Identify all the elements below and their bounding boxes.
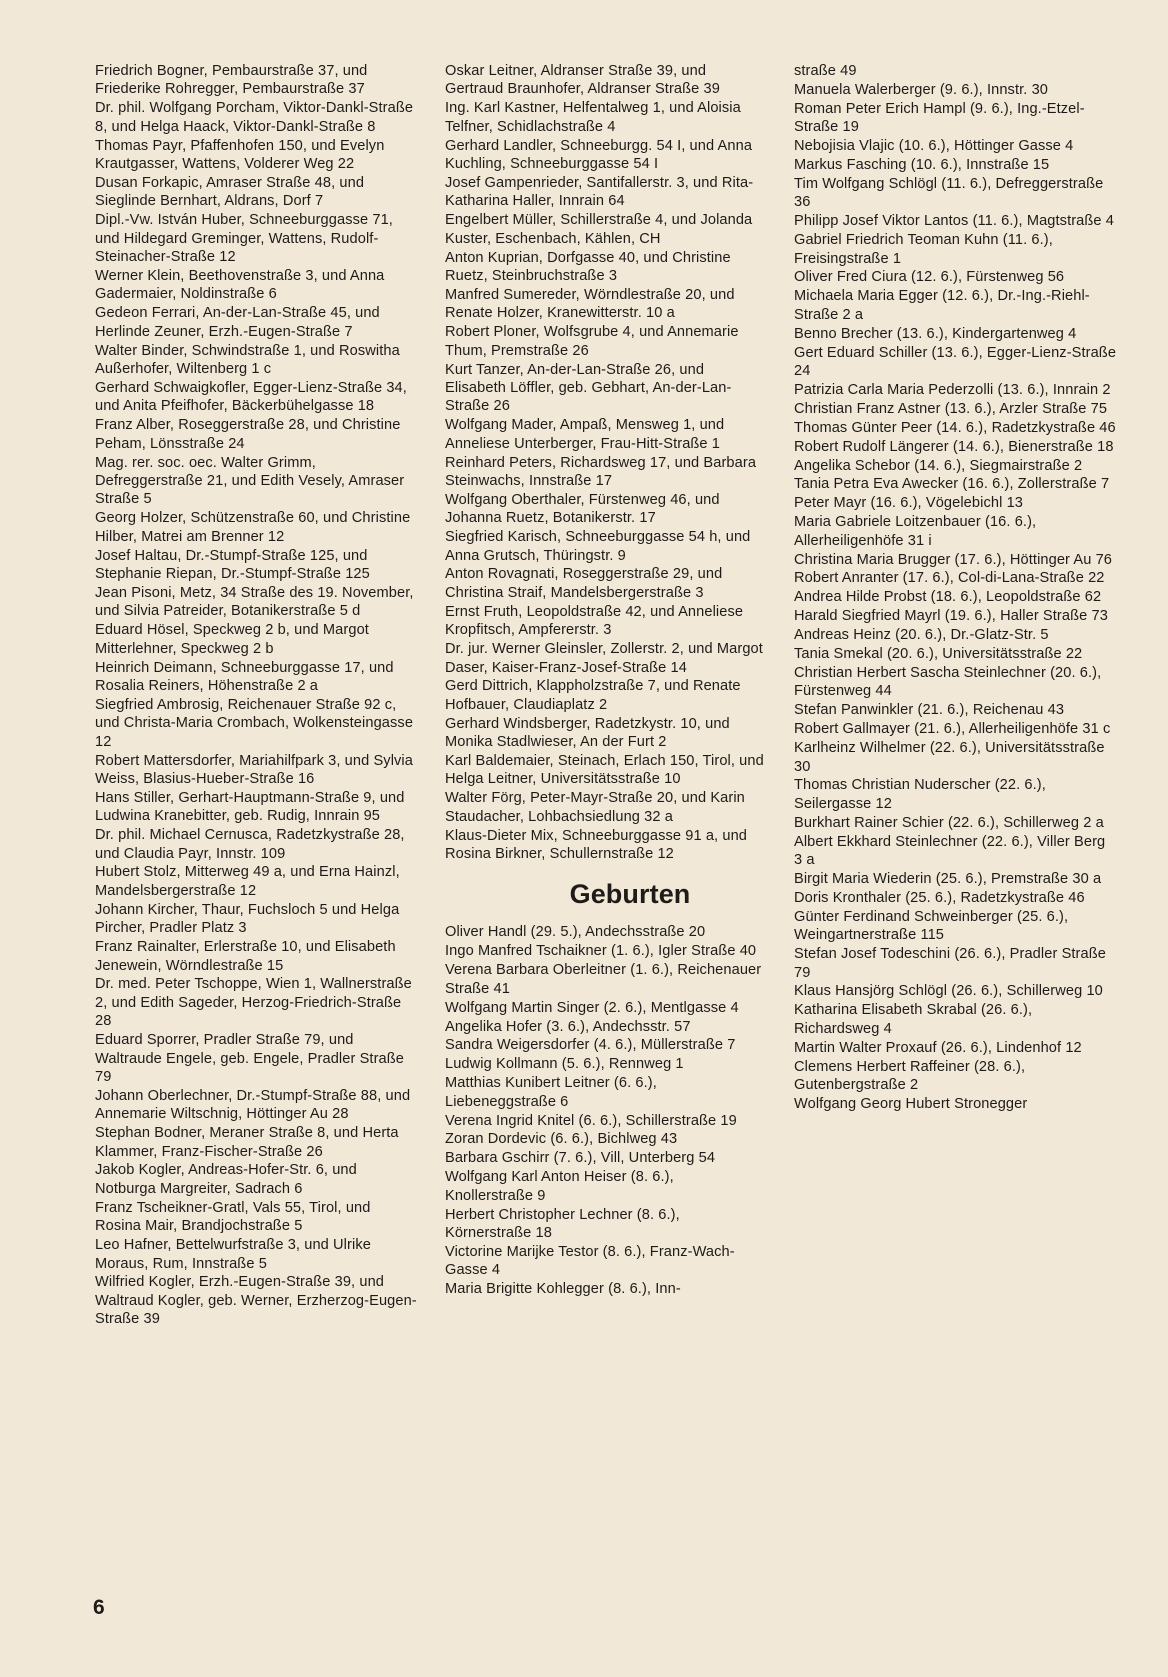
list-entry: Klaus Hansjörg Schlögl (26. 6.), Schillerweg 10	[794, 983, 1103, 1000]
list-entry: Dr. med. Peter Tschoppe, Wien 1, Wallnerstraße 2, und Edith Sageder, Herzog-Friedrich-Straße 28	[95, 976, 412, 1030]
list-entry: Barbara Gschirr (7. 6.), Vill, Unterberg 54	[445, 1150, 716, 1167]
list-entry: Verena Barbara Oberleitner (1. 6.), Reichenauer Straße 41	[445, 962, 762, 997]
list-entry: Christian Herbert Sascha Steinlechner (20. 6.), Fürstenweg 44	[794, 665, 1102, 700]
list-entry: Stefan Josef Todeschini (26. 6.), Pradler Straße 79	[794, 946, 1106, 981]
list-entry: Gert Eduard Schiller (13. 6.), Egger-Lienz-Straße 24	[794, 344, 1117, 379]
list-entry: Dr. phil. Wolfgang Porcham, Viktor-Dankl-Straße 8, und Helga Haack, Viktor-Dankl-Straße 8	[95, 100, 414, 135]
list-entry: Philipp Josef Viktor Lantos (11. 6.), Magtstraße 4	[794, 213, 1114, 230]
list-entry: Mag. rer. soc. oec. Walter Grimm, Defreggerstraße 21, und Edith Vesely, Amraser Straße 5	[95, 454, 405, 508]
list-entry: Walter Binder, Schwindstraße 1, und Roswitha Außerhofer, Wiltenberg 1 c	[95, 342, 400, 377]
list-entry: Manuela Walerberger (9. 6.), Innstr. 30	[794, 81, 1049, 98]
list-entry: Ingo Manfred Tschaikner (1. 6.), Igler Straße 40	[445, 943, 757, 960]
list-entry: Andrea Hilde Probst (18. 6.), Leopoldstraße 62	[794, 589, 1102, 606]
list-entry: Thomas Günter Peer (14. 6.), Radetzkystraße 46	[794, 419, 1116, 436]
list-entry: Günter Ferdinand Schweinberger (25. 6.), Weingartnerstraße 115	[794, 908, 1069, 944]
list-entry: Robert Anranter (17. 6.), Col-di-Lana-Straße 22	[794, 570, 1105, 587]
list-entry: Oliver Fred Ciura (12. 6.), Fürstenweg 56	[794, 269, 1065, 286]
list-entry: Jakob Kogler, Andreas-Hofer-Str. 6, und Notburga Margreiter, Sadrach 6	[95, 1162, 357, 1197]
list-entry: Oskar Leitner, Aldranser Straße 39, und Gertraud Braunhofer, Aldranser Straße 39	[445, 63, 720, 98]
list-entry: Dr. phil. Michael Cernusca, Radetzkystraße 28, und Claudia Payr, Innstr. 109	[95, 827, 405, 862]
list-entry: Wolfgang Martin Singer (2. 6.), Mentlgasse 4	[445, 999, 739, 1016]
list-entry: Friedrich Bogner, Pembaurstraße 37, und Friederike Rohregger, Pembaurstraße 37	[95, 63, 368, 98]
list-entry: Thomas Payr, Pfaffenhofen 150, und Evelyn Krautgasser, Wattens, Volderer Weg 22	[95, 137, 385, 173]
list-entry: Christina Maria Brugger (17. 6.), Höttinger Au 76	[794, 551, 1113, 568]
list-entry: Roman Peter Erich Hampl (9. 6.), Ing.-Etzel-Straße 19	[794, 100, 1085, 136]
list-entry: Birgit Maria Wiederin (25. 6.), Premstraße 30 a	[794, 870, 1102, 887]
list-entry: Robert Rudolf Längerer (14. 6.), Bienerstraße 18	[794, 438, 1114, 455]
list-entry: Verena Ingrid Knitel (6. 6.), Schillerstraße 19	[445, 1112, 737, 1129]
column-1	[95, 62, 418, 1329]
list-entry: Angelika Hofer (3. 6.), Andechsstr. 57	[445, 1018, 691, 1035]
list-entry: Josef Gampenrieder, Santifallerstr. 3, und Rita-Katharina Haller, Innrain 64	[445, 174, 754, 210]
list-entry: Gerhard Windsberger, Radetzkystr. 10, und Monika Stadlwieser, An der Furt 2	[445, 715, 730, 751]
list-entry: Katharina Elisabeth Skrabal (26. 6.), Richardsweg 4	[794, 1002, 1033, 1037]
births-list	[445, 923, 765, 1298]
list-entry: Reinhard Peters, Richardsweg 17, und Barbara Steinwachs, Innstraße 17	[445, 454, 757, 489]
list-entry: Klaus-Dieter Mix, Schneeburggasse 91 a, und Rosina Birkner, Schullernstraße 12	[445, 827, 748, 863]
list-entry: Walter Förg, Peter-Mayr-Straße 20, und Karin Staudacher, Lohbachsiedlung 32 a	[445, 790, 745, 825]
list-entry: Thomas Christian Nuderscher (22. 6.), Seilergasse 12	[794, 777, 1046, 812]
list-entry: Robert Ploner, Wolfsgrube 4, und Annemarie Thum, Premstraße 26	[445, 324, 739, 359]
list-entry: Franz Rainalter, Erlerstraße 10, und Elisabeth Jenewein, Wörndlestraße 15	[95, 939, 396, 974]
list-entry: Karl Baldemaier, Steinach, Erlach 150, Tirol, und Helga Leitner, Universitätsstraße 10	[445, 753, 764, 788]
list-entry: Robert Gallmayer (21. 6.), Allerheiligenhöfe 31 c	[794, 721, 1111, 738]
list-entry: Sandra Weigersdorfer (4. 6.), Müllerstraße 7	[445, 1037, 736, 1054]
list-entry: Dipl.-Vw. István Huber, Schneeburggasse 71, und Hildegard Greminger, Wattens, Rudolf-Steinacher-Straße 12	[95, 212, 393, 266]
list-entry: Michaela Maria Egger (12. 6.), Dr.-Ing.-Riehl-Straße 2 a	[794, 288, 1090, 323]
list-entry: Albert Ekkhard Steinlechner (22. 6.), Viller Berg 3 a	[794, 833, 1106, 869]
list-entry: Herbert Christopher Lechner (8. 6.), Körnerstraße 18	[445, 1206, 680, 1241]
list-entry: Georg Holzer, Schützenstraße 60, und Christine Hilber, Matrei am Brenner 12	[95, 510, 411, 545]
list-entry: Anton Rovagnati, Roseggerstraße 29, und Christina Straif, Mandelsbergerstraße 3	[445, 566, 723, 601]
list-entry: Tania Petra Eva Awecker (16. 6.), Zollerstraße 7	[794, 476, 1110, 493]
list-entry: Patrizia Carla Maria Pederzolli (13. 6.), Innrain 2	[794, 381, 1111, 398]
list-entry: Gedeon Ferrari, An-der-Lan-Straße 45, und Herlinde Zeuner, Erzh.-Eugen-Straße 7	[95, 305, 380, 340]
list-entry: Wolfgang Oberthaler, Fürstenweg 46, und Johanna Ruetz, Botanikerstr. 17	[445, 491, 720, 527]
list-entry: Leo Hafner, Bettelwurfstraße 3, und Ulrike Moraus, Rum, Innstraße 5	[95, 1237, 371, 1272]
list-entry: Ernst Fruth, Leopoldstraße 42, und Anneliese Kropfitsch, Ampfererstr. 3	[445, 603, 744, 639]
list-entry: Johann Oberlechner, Dr.-Stumpf-Straße 88, und Annemarie Wiltschnig, Höttinger Au 28	[95, 1087, 411, 1123]
list-entry: Gerhard Schwaigkofler, Egger-Lienz-Straße 34, und Anita Pfeifhofer, Bäckerbühelgasse 18	[95, 379, 407, 415]
list-entry: Jean Pisoni, Metz, 34 Straße des 19. November, und Silvia Patreider, Botanikerstraße 5 d	[95, 584, 414, 620]
list-entry: Dusan Forkapic, Amraser Straße 48, und Sieglinde Bernhart, Aldrans, Dorf 7	[95, 174, 365, 210]
list-entry: Benno Brecher (13. 6.), Kindergartenweg 4	[794, 325, 1077, 342]
list-entry: Hans Stiller, Gerhart-Hauptmann-Straße 9, und Ludwina Kranebitter, geb. Rudig, Innrain 95	[95, 789, 405, 825]
list-entry: straße 49	[794, 63, 857, 79]
list-entry: Dr. jur. Werner Gleinsler, Zollerstr. 2, und Margot Daser, Kaiser-Franz-Josef-Straße 14	[445, 641, 763, 676]
list-entry: Franz Tscheikner-Gratl, Vals 55, Tirol, und Rosina Mair, Brandjochstraße 5	[95, 1199, 371, 1235]
list-entry: Wolfgang Karl Anton Heiser (8. 6.), Knollerstraße 9	[445, 1169, 674, 1204]
list-entry: Eduard Hösel, Speckweg 2 b, und Margot Mitterlehner, Speckweg 2 b	[95, 622, 369, 657]
list-entry: Robert Mattersdorfer, Mariahilfpark 3, und Sylvia Weiss, Blasius-Hueber-Straße 16	[95, 752, 413, 787]
list-entry: Wilfried Kogler, Erzh.-Eugen-Straße 39, und Waltraud Kogler, geb. Werner, Erzherzog-Eugen-Straße 39	[95, 1274, 417, 1328]
page-number: 6	[93, 1596, 105, 1619]
list-entry: Ing. Karl Kastner, Helfentalweg 1, und Aloisia Telfner, Schidlachstraße 4	[445, 100, 741, 135]
list-entry: Engelbert Müller, Schillerstraße 4, und Jolanda Kuster, Eschenbach, Kählen, CH	[445, 212, 753, 247]
list-entry: Ludwig Kollmann (5. 6.), Rennweg 1	[445, 1056, 684, 1073]
list-entry: Werner Klein, Beethovenstraße 3, und Anna Gadermaier, Noldinstraße 6	[95, 267, 385, 303]
list-entry: Anton Kuprian, Dorfgasse 40, und Christine Ruetz, Steinbruchstraße 3	[445, 249, 731, 284]
list-entry: Christian Franz Astner (13. 6.), Arzler Straße 75	[794, 400, 1108, 417]
list-entry: Nebojisia Vlajic (10. 6.), Höttinger Gasse 4	[794, 138, 1074, 155]
list-entry: Maria Gabriele Loitzenbauer (16. 6.), Allerheiligenhöfe 31 i	[794, 514, 1037, 549]
list-entry: Tania Smekal (20. 6.), Universitätsstraße 22	[794, 646, 1083, 663]
marriages-list	[445, 62, 765, 863]
list-entry: Andreas Heinz (20. 6.), Dr.-Glatz-Str. 5	[794, 627, 1049, 644]
list-entry: Manfred Sumereder, Wörndlestraße 20, und Renate Holzer, Kranewitterstr. 10 a	[445, 286, 735, 322]
column-2	[445, 62, 765, 1299]
list-entry: Clemens Herbert Raffeiner (28. 6.), Gutenbergstraße 2	[794, 1058, 1026, 1093]
list-entry: Peter Mayr (16. 6.), Vögelebichl 13	[794, 495, 1024, 512]
list-entry: Wolfgang Mader, Ampaß, Mensweg 1, und Anneliese Unterberger, Frau-Hitt-Straße 1	[445, 417, 725, 452]
list-entry: Angelika Schebor (14. 6.), Siegmairstraße 2	[794, 457, 1083, 474]
list-entry: Oliver Handl (29. 5.), Andechsstraße 20	[445, 924, 706, 941]
section-heading-births: Geburten	[569, 879, 691, 910]
list-entry: Doris Kronthaler (25. 6.), Radetzkystraße 46	[794, 889, 1085, 906]
list-entry: Karlheinz Wilhelmer (22. 6.), Universitätsstraße 30	[794, 740, 1105, 775]
list-entry: Gerd Dittrich, Klappholzstraße 7, und Renate Hofbauer, Claudiaplatz 2	[445, 678, 741, 713]
list-entry: Johann Kircher, Thaur, Fuchsloch 5 und Helga Pircher, Pradler Platz 3	[95, 901, 400, 937]
list-entry: Franz Alber, Roseggerstraße 28, und Christine Peham, Lönsstraße 24	[95, 417, 401, 452]
list-entry: Markus Fasching (10. 6.), Innstraße 15	[794, 157, 1050, 174]
list-entry: Hubert Stolz, Mitterweg 49 a, und Erna Hainzl, Mandelsbergerstraße 12	[95, 864, 400, 899]
list-entry: Eduard Sporrer, Pradler Straße 79, und Waltraude Engele, geb. Engele, Pradler Straße 79	[95, 1032, 404, 1085]
list-entry: Maria Brigitte Kohlegger (8. 6.), Inn-	[445, 1281, 681, 1298]
list-entry: Heinrich Deimann, Schneeburggasse 17, und Rosalia Reiners, Höhenstraße 2 a	[95, 659, 394, 694]
list-entry: Siegfried Karisch, Schneeburggasse 54 h, und Anna Grutsch, Thüringstr. 9	[445, 529, 751, 564]
list-entry: Stefan Panwinkler (21. 6.), Reichenau 43	[794, 702, 1065, 719]
list-entry: Kurt Tanzer, An-der-Lan-Straße 26, und Elisabeth Löffler, geb. Gebhart, An-der-Lan-Straße 26	[445, 361, 732, 415]
list-entry: Siegfried Ambrosig, Reichenauer Straße 92 c, und Christa-Maria Crombach, Wolkensteingasse 12	[95, 696, 414, 750]
list-entry: Victorine Marijke Testor (8. 6.), Franz-Wach-Gasse 4	[445, 1243, 735, 1279]
list-entry: Harald Siegfried Mayrl (19. 6.), Haller Straße 73	[794, 608, 1108, 625]
list-entry: Matthias Kunibert Leitner (6. 6.), Liebeneggstraße 6	[445, 1075, 657, 1110]
list-entry: Josef Haltau, Dr.-Stumpf-Straße 125, und Stephanie Riepan, Dr.-Stumpf-Straße 125	[95, 547, 370, 582]
list-entry: Zoran Dordevic (6. 6.), Bichlweg 43	[445, 1131, 678, 1148]
list-entry: Stephan Bodner, Meraner Straße 8, und Herta Klammer, Franz-Fischer-Straße 26	[95, 1125, 399, 1160]
list-entry: Gabriel Friedrich Teoman Kuhn (11. 6.), Freisingstraße 1	[794, 232, 1053, 267]
list-entry: Burkhart Rainer Schier (22. 6.), Schillerweg 2 a	[794, 814, 1104, 831]
column-3	[794, 62, 1117, 1114]
list-entry: Gerhard Landler, Schneeburgg. 54 I, und Anna Kuchling, Schneeburggasse 54 I	[445, 137, 753, 173]
list-entry: Tim Wolfgang Schlögl (11. 6.), Defreggerstraße 36	[794, 175, 1104, 211]
list-entry: Martin Walter Proxauf (26. 6.), Lindenhof 12	[794, 1039, 1082, 1056]
list-entry: Wolfgang Georg Hubert Stronegger	[794, 1095, 1028, 1112]
